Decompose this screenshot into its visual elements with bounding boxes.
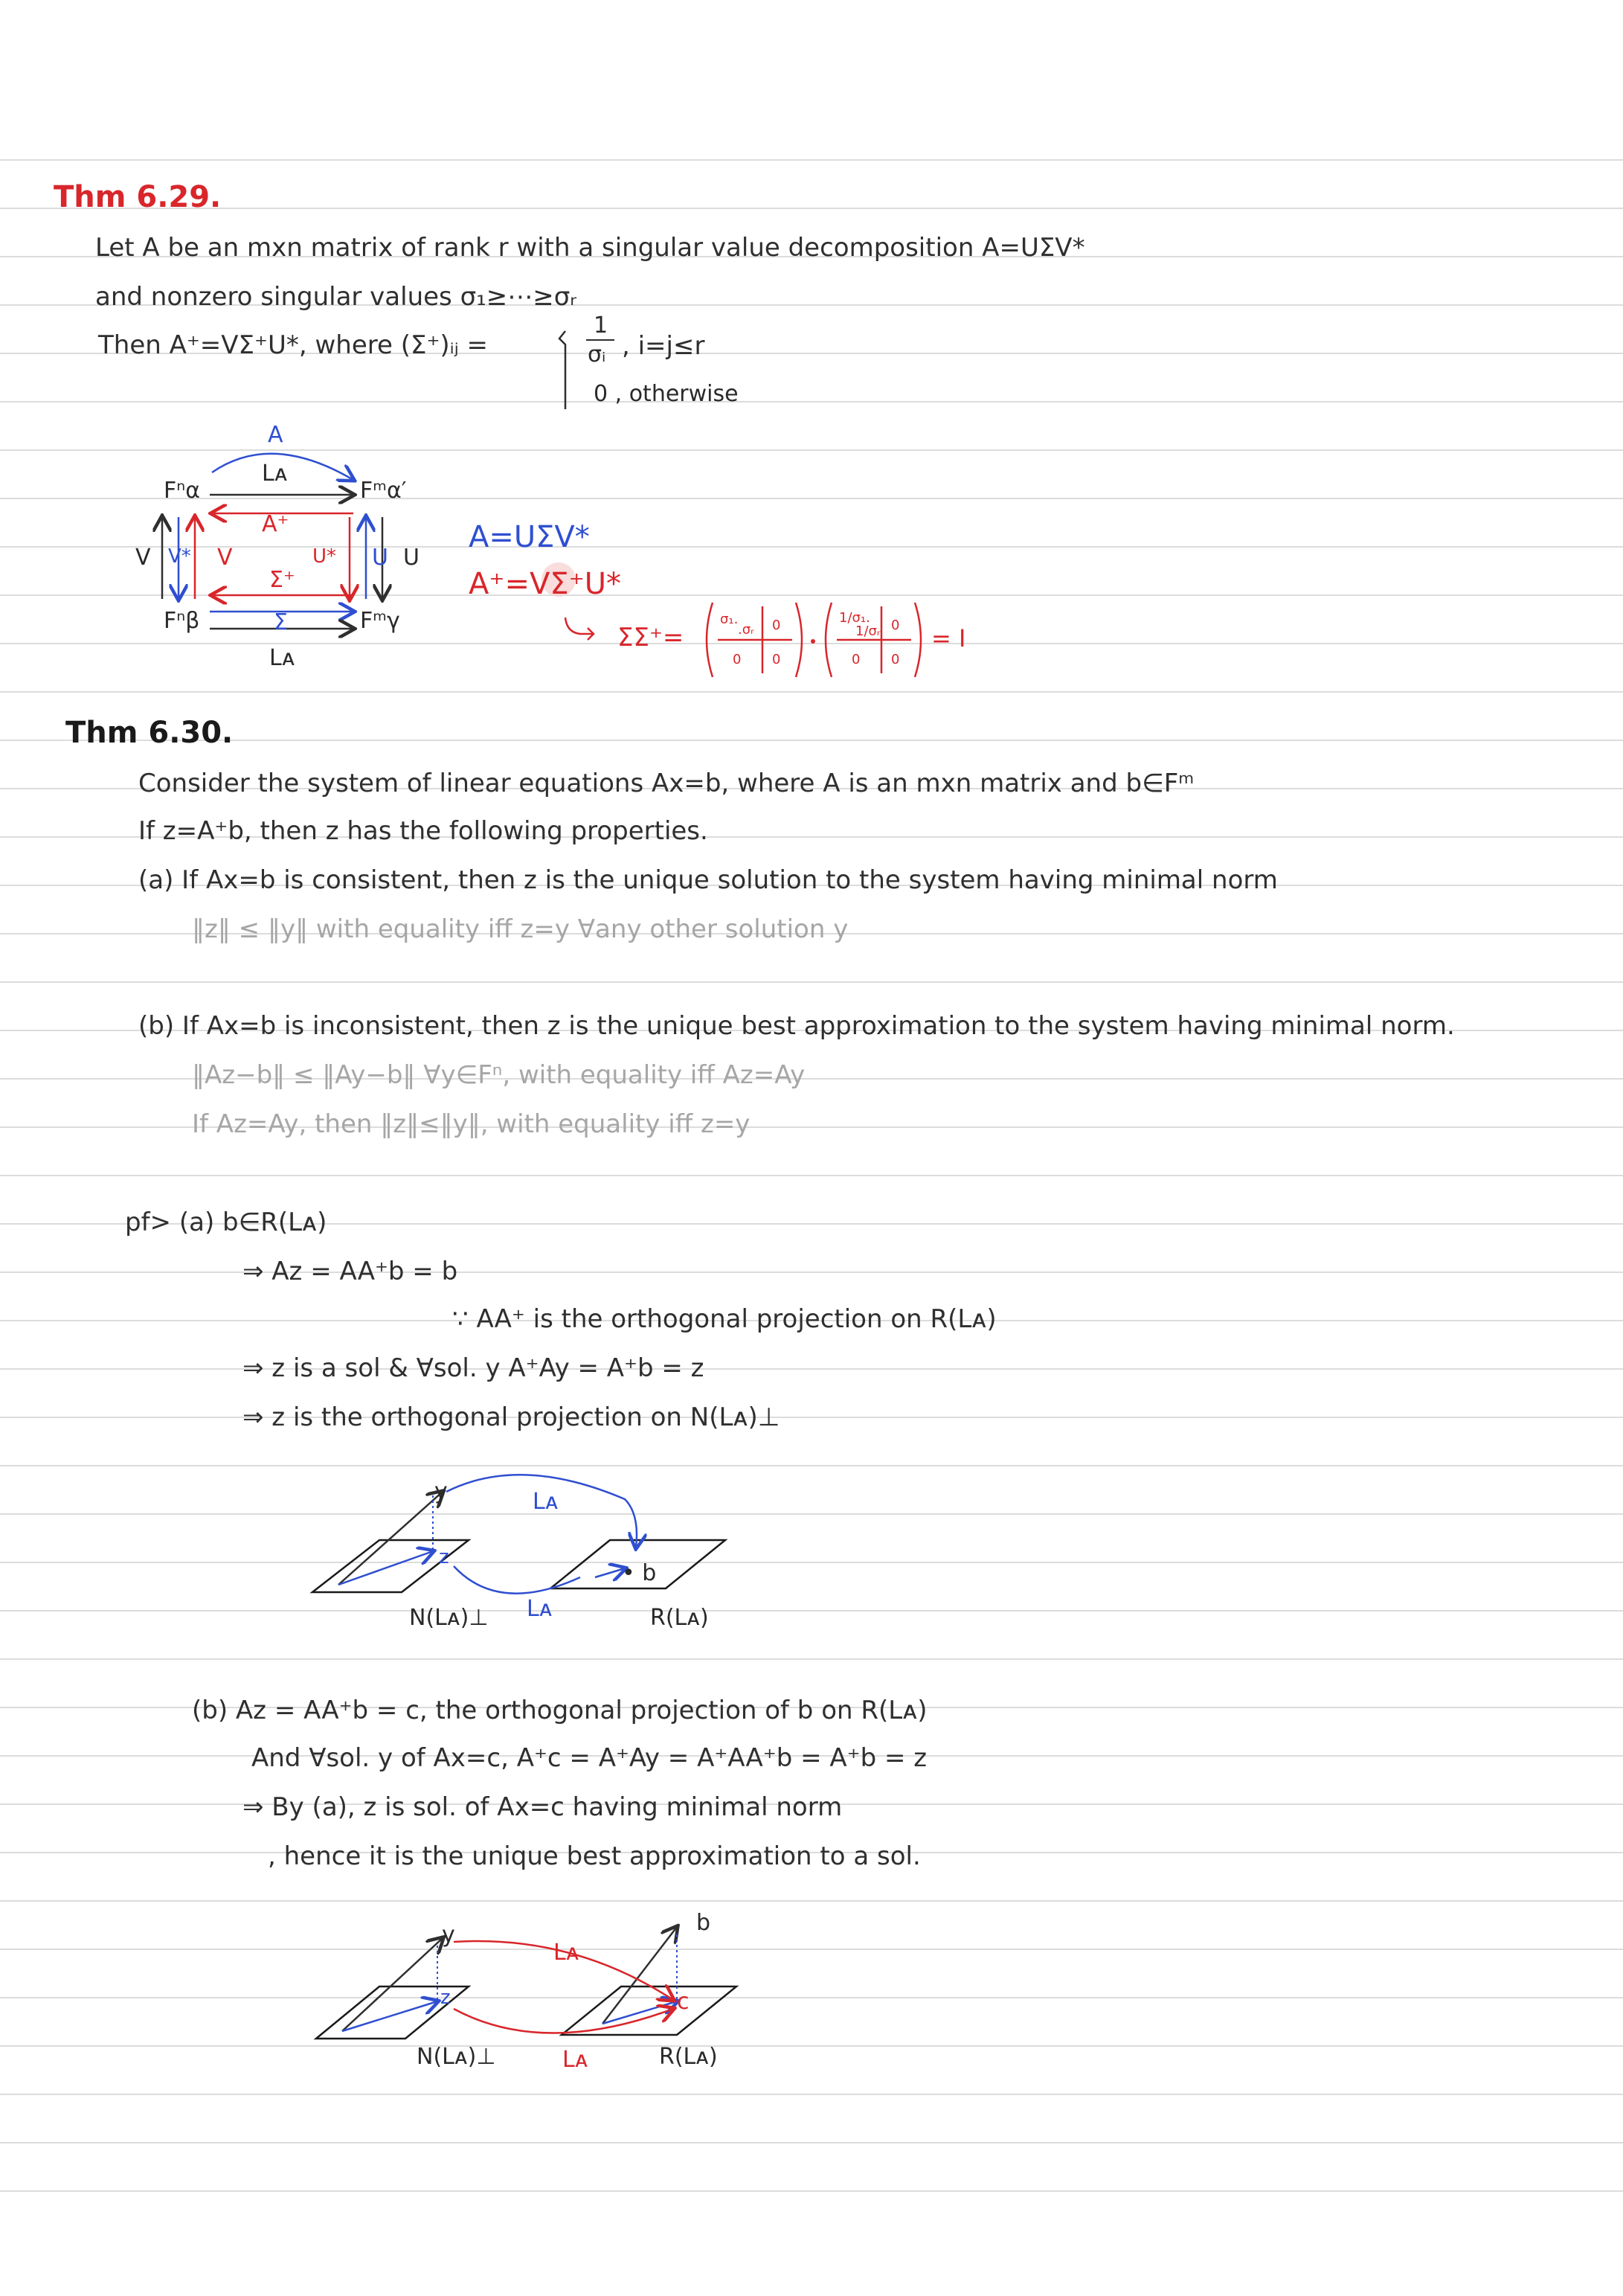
proof-b-line1: (b) Az = AA⁺b = c, the orthogonal projection of b on R(Lᴀ) [192,1696,928,1725]
case1-condition: , i=j≤r [622,331,705,361]
diagram-Vstar: V* [168,545,191,568]
fig2-LA-top: Lᴀ [553,1940,579,1966]
case2: 0 , otherwise [594,381,739,407]
vector-b [595,1568,625,1577]
fig2-z: z [440,1986,451,2009]
fig1-z: z [439,1546,449,1568]
diagram-V-inner: V [217,545,233,571]
fig1-N: N(Lᴀ)⊥ [409,1605,489,1631]
svg-text:0: 0 [733,652,742,667]
thm630-part-b-note1: ‖Az−b‖ ≤ ‖Ay−b‖ ∀y∈Fⁿ, with equality iff Az=Ay [192,1060,806,1090]
diagram-V: V [135,545,151,571]
fig1-R: R(Lᴀ) [650,1605,709,1631]
fig2-N: N(Lᴀ)⊥ [417,2044,496,2070]
thm630-line1: Consider the system of linear equations Ax=b, where A is an mxn matrix and b∈Fᵐ [138,769,1195,798]
eq-svd: A=UΣV* [469,520,590,554]
svg-text:0: 0 [891,652,900,667]
fig1-y: y [434,1478,448,1504]
svg-text:0: 0 [852,652,861,667]
diagram-Aplus: A⁺ [262,511,289,537]
fig1-LA-bottom: Lᴀ [527,1596,553,1622]
thm629-title: Thm 6.29. [54,180,222,214]
thm630-part-a: (a) If Ax=b is consistent, then z is the unique solution to the system having minimal norm [138,865,1278,895]
proof-a-start: pf> (a) b∈R(Lᴀ) [125,1208,327,1237]
diagram-F-gamma: Fᵐγ [360,608,400,634]
block-matrix-product [699,595,937,684]
svg-text:σ₁.: σ₁. [720,612,739,627]
thm629-line2: and nonzero singular values σ₁≥⋯≥σᵣ [95,282,577,312]
eq-identity: = I [931,624,966,652]
thm629-line1: Let A be an mxn matrix of rank r with a singular value decomposition A=UΣV* [95,233,1085,263]
fig2-y: y [442,1922,455,1948]
case1-numerator: 1 [594,312,608,339]
thm630-title: Thm 6.30. [65,716,234,750]
diagram-Sigma: Σ [274,609,288,635]
diagram-LA-top: Lᴀ [262,461,288,487]
proof-a-line2: ∵ AA⁺ is the orthogonal projection on R(Lᴀ) [452,1304,997,1334]
eq-pseudoinverse: A⁺=VΣ⁺U* [469,567,622,601]
fig2-b: b [696,1910,711,1936]
proof-a-line3: ⇒ z is a sol & ∀sol. y A⁺Ay = A⁺b = z [242,1353,704,1383]
proof-b-line4: , hence it is the unique best approximation to a sol. [268,1841,921,1871]
case1-denominator: σᵢ [588,341,606,368]
thm629-line3: Then A⁺=VΣ⁺U*, where (Σ⁺)ᵢⱼ = [98,330,488,360]
case1-fraction-bar [586,339,614,341]
svg-text:0: 0 [891,618,900,633]
piecewise-brace [543,309,588,413]
fig1-LA-top: Lᴀ [533,1489,559,1515]
diagram-F-alpha: Fⁿα [164,478,200,504]
thm630-line2: If z=A⁺b, then z has the following properties. [138,816,708,846]
svg-text:0: 0 [772,652,781,667]
diagram-A-label: A [268,422,283,448]
thm630-part-a-note: ‖z‖ ≤ ‖y‖ with equality iff z=y ∀any other solution y [192,914,849,944]
svg-text:.σᵣ: .σᵣ [738,622,754,638]
vector-y [338,1492,443,1585]
proof-a-line1: ⇒ Az = AA⁺b = b [242,1257,458,1286]
diagram-Sigma-plus: Σ⁺ [269,567,295,593]
proof-b-line2: And ∀sol. y of Ax=c, A⁺c = A⁺Ay = A⁺AA⁺b = A⁺b = z [251,1743,928,1773]
svg-text:1/σᵣ: 1/σᵣ [855,623,881,639]
diagram-LA-bottom: Lᴀ [269,645,295,671]
diagram-F-beta: Fⁿβ [164,608,200,634]
thm630-part-b: (b) If Ax=b is inconsistent, then z is the unique best approximation to the system having minimal norm. [138,1011,1455,1041]
proof-b-line3: ⇒ By (a), z is sol. of Ax=c having minimal norm [242,1792,843,1822]
proof-a-line4: ⇒ z is the orthogonal projection on N(Lᴀ)⊥ [242,1402,780,1432]
svg-text:0: 0 [772,618,781,633]
hook-arrow-icon [558,610,602,647]
diagram-F-alpha-prime: Fᵐα′ [360,478,407,504]
diagram-U: U [403,545,420,571]
diagram-U-inner: U [372,545,388,571]
fig2-LA-bottom: Lᴀ [562,2047,588,2073]
fig2-R: R(Lᴀ) [659,2044,718,2070]
thm630-part-b-note2: If Az=Ay, then ‖z‖≤‖y‖, with equality iff z=y [192,1109,751,1139]
eq-sigma-product-lhs: ΣΣ⁺= [617,623,684,652]
diagram-Ustar: U* [312,545,337,568]
fig1-b: • b [622,1560,657,1586]
svg-text:1/σ₁.: 1/σ₁. [839,610,870,626]
fig2-c: c [677,1989,690,2015]
